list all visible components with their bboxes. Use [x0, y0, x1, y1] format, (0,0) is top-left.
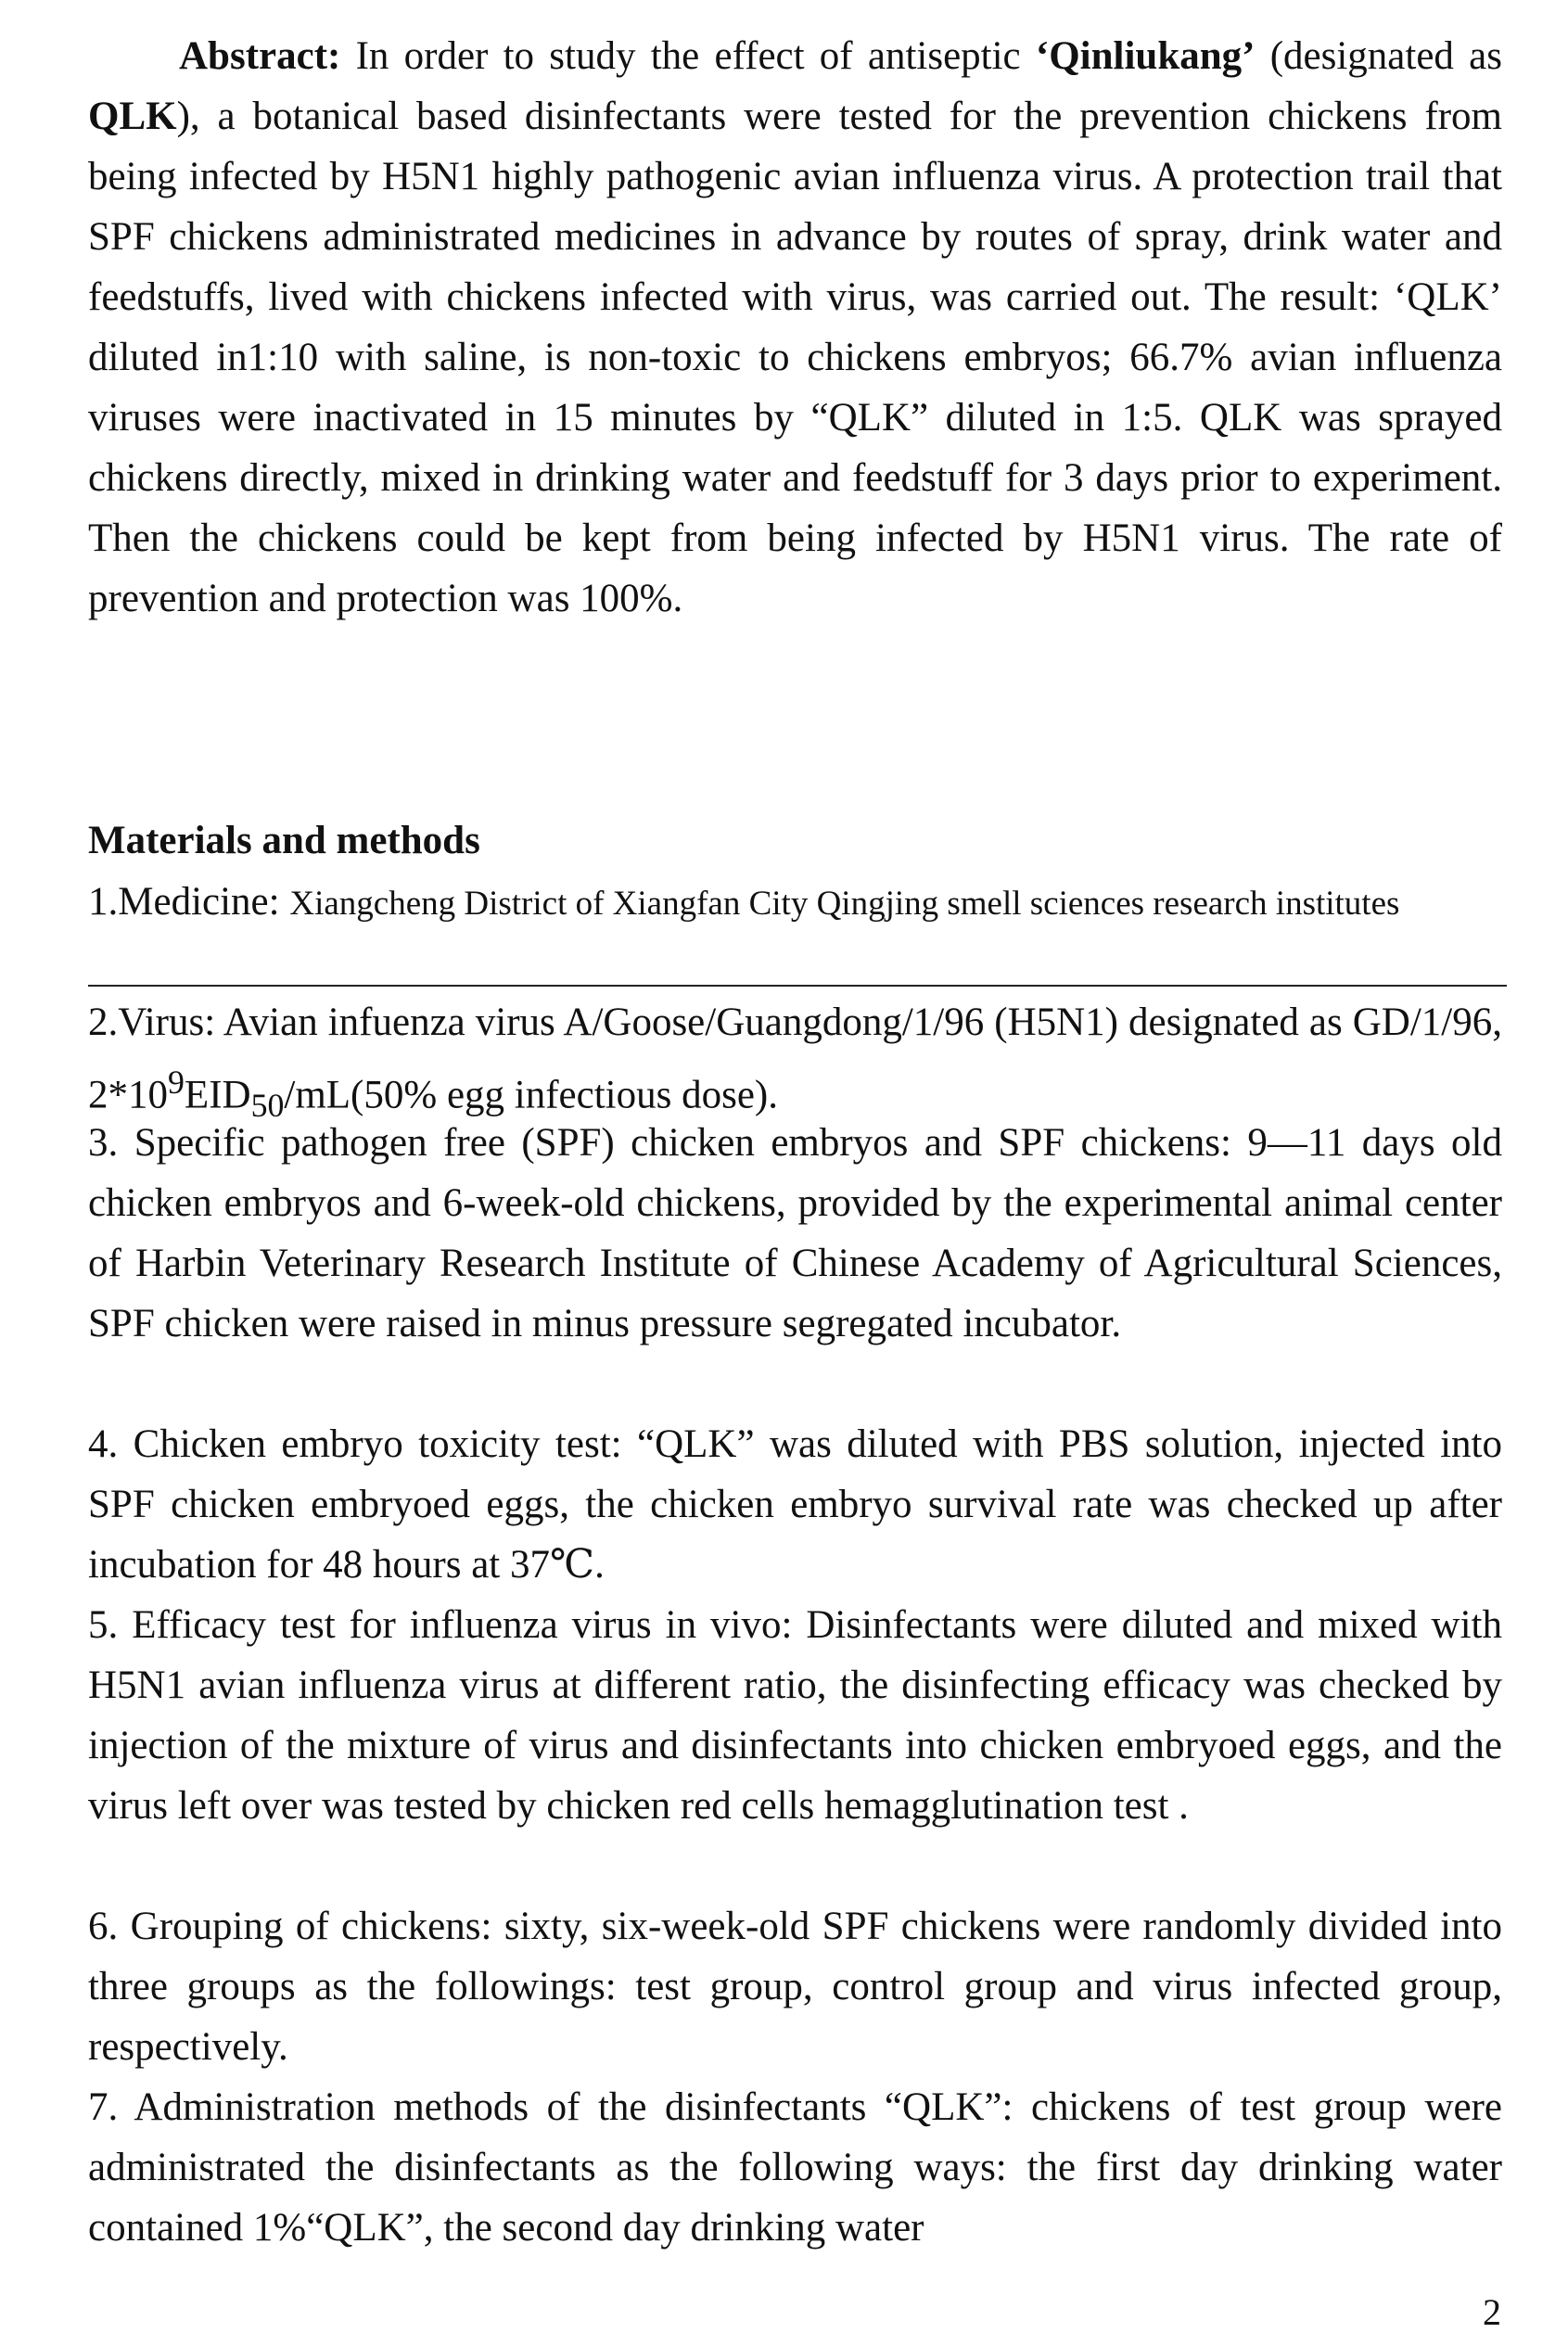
product-name: ‘Qinliukang’ [1035, 34, 1256, 78]
item2-exponent: 9 [168, 1064, 185, 1101]
method-item-3: 3. Specific pathogen free (SPF) chicken embryos and SPF chickens: 9—11 days old chicken embryos and 6-week-old chickens, provided by the experimental animal center of Harbin Veterinary Research Institute of Chinese Academy of Agricultural Sciences, SPF chicken were raised in minus pressure segregated incubator. [88, 1121, 1502, 1345]
abstract-designation: (designated as [1255, 34, 1502, 78]
abstract-paragraph [88, 26, 1502, 629]
method-item-6: 6. Grouping of chickens: sixty, six-week-old SPF chickens were randomly divided into three groups as the followings: test group, control group and virus infected group, respectively. [88, 1905, 1502, 2069]
item2-subscript: 50 [250, 1086, 285, 1124]
abstract-body: ), a botanical based disinfectants were tested for the prevention chickens from being infected by H5N1 highly pathogenic avian influenza virus. A protection trail that SPF chickens administrated medicines in advance by routes of spray, drink water and feedstuffs, lived with chickens infected with virus, was carried out. The result: ‘QLK’ diluted in1:10 with saline, is non-toxic to chickens embryos; 66.7% avian influenza viruses were inactivated in 15 minutes by “QLK” diluted in 1:5. QLK was sprayed chickens directly, mixed in drinking water and feedstuff for 3 days prior to experiment. Then the chickens could be kept from being infected by H5N1 virus. The rate of prevention and protection was 100%. [88, 95, 1502, 620]
divider-line [88, 985, 1507, 987]
method-item-5: 5. Efficacy test for influenza virus in vivo: Disinfectants were diluted and mixed with H5N1 avian influenza virus at different ratio, the disinfecting efficacy was checked by injection of the mixture of virus and disinfectants into chicken embryoed eggs, and the virus left over was tested by chicken red cells hemagglutination test . [88, 1603, 1502, 1828]
method-item-4: 4. Chicken embryo toxicity test: “QLK” was diluted with PBS solution, injected into SPF chicken embryoed eggs, the chicken embryo survival rate was checked up after incubation for 48 hours at 37℃. [88, 1422, 1502, 1587]
item2-text-a: 2.Virus: Avian infuenza virus A/Goose/Guangdong/1/96 (H5N1) designated as GD/1/96, 2*10 [88, 1001, 1502, 1117]
product-abbrev: QLK [88, 95, 177, 138]
item1-text: Xiangcheng District of Xiangfan City Qingjing smell sciences research institutes [289, 885, 1400, 923]
method-item-1 [88, 872, 1502, 934]
method-item-7: 7. Administration methods of the disinfectants “QLK”: chickens of test group were administrated the disinfectants as the following ways: the first day drinking water contained 1%“QLK”, the second day drinking water [88, 2085, 1502, 2250]
abstract-intro: In order to study the effect of antiseptic [340, 34, 1036, 78]
section-heading: Materials and methods [88, 819, 480, 862]
page-number: 2 [1483, 2291, 1501, 2333]
item1-lead: 1.Medicine: [88, 880, 290, 924]
abstract-label: Abstract: [179, 34, 341, 78]
item2-text-c: /mL(50% egg infectious dose). [284, 1073, 778, 1117]
item2-text-b: EID [184, 1073, 251, 1117]
